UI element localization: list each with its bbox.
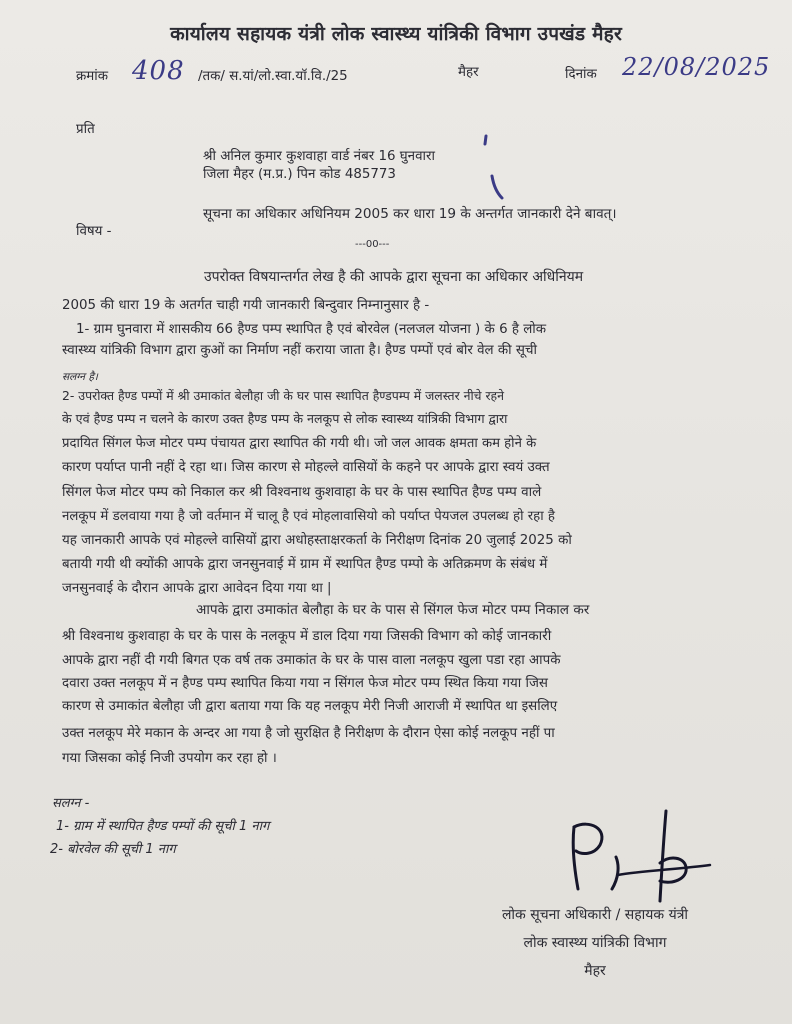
body-line: उपरोक्त विषयान्तर्गत लेख है की आपके द्वारा सूचना का अधिकार अधिनियम	[204, 269, 584, 285]
prati-label: प्रति	[76, 122, 95, 137]
enclosure-label: सलग्न -	[52, 796, 90, 811]
recipient-line-1: श्री अनिल कुमार कुशवाहा वार्ड नंबर 16 घुनवारा	[203, 149, 435, 164]
signatory-department: लोक स्वास्थ्य यांत्रिकी विभाग	[523, 935, 667, 951]
body-line: यह जानकारी आपके एवं मोहल्ले वासियों द्वारा अधोहस्ताक्षरकर्ता के निरीक्षण दिनांक 20 जुलाई 2025 को	[62, 533, 572, 548]
body-line: जनसुनवाई के दौरान आपके द्वारा आवेदन दिया गया था |	[62, 581, 332, 596]
body-line: सलग्न है।	[62, 371, 98, 383]
recipient-line-2: जिला मैहर (म.प्र.) पिन कोड 485773	[203, 167, 396, 182]
body-line: 2005 की धारा 19 के अतर्गत चाही गयी जानकारी बिन्दुवार निम्नानुसार है -	[62, 298, 430, 313]
body-line: बतायी गयी थी क्योंकी आपके द्वारा जनसुनवाई में ग्राम में स्थापित हैण्ड पम्पो के अतिक्रमण के संबंध में	[62, 557, 548, 572]
body-line: नलकूप में डलवाया गया है जो वर्तमान में चालू है एवं मोहलावासियो को पर्याप्त पेयजल उपलब्ध हो रहा है	[62, 509, 555, 524]
subject-separator: ---00---	[355, 239, 390, 250]
body-line: स्वास्थ्य यांत्रिकी विभाग द्वारा कुओं का निर्माण नहीं कराया जाता है। हैण्ड पम्पों एवं बोर वेल की सूची	[62, 343, 537, 358]
body-line: सिंगल फेज मोटर पम्प को निकाल कर श्री विश्वनाथ कुशवाहा के घर के पास स्थापित हैण्ड पम्प वाले	[62, 484, 542, 500]
signatory-title: लोक सूचना अधिकारी / सहायक यंत्री	[501, 907, 689, 923]
ref-suffix: /तक/ स.यां/लो.स्वा.यॉ.वि./25	[198, 69, 348, 84]
signature	[560, 805, 720, 905]
body-line: कारण से उमाकांत बेलौहा जी द्वारा बताया गया कि यह नलकूप मेरी निजी आराजी में स्थापित था इसलिए	[62, 699, 558, 714]
body-line: 1- ग्राम घुनवारा में शासकीय 66 हैण्ड पम्प स्थापित है एवं बोरवेल (नलजल योजना ) के 6 है लोक	[76, 322, 547, 337]
date-value: 22/08/2025	[622, 53, 771, 81]
body-line: कारण पर्याप्त पानी नहीं दे रहा था। जिस कारण से मोहल्ले वासियों के कहने पर आपके द्वारा स्वयं उक्त	[62, 460, 550, 475]
body-line: श्री विश्वनाथ कुशवाहा के घर के पास के नलकूप में डाल दिया गया जिसकी विभाग को कोई जानकारी	[62, 628, 552, 644]
date-label: दिनांक	[565, 67, 597, 82]
body-line: उक्त नलकूप मेरे मकान के अन्दर आ गया है जो सुरक्षित है निरीक्षण के दौरान ऐसा कोई नलकूप नहीं पा	[62, 726, 555, 741]
office-header: कार्यालय सहायक यंत्री लोक स्वास्थ्य यांत्रिकी विभाग उपखंड मैहर	[170, 23, 622, 45]
body-line: आपके द्वारा उमाकांत बेलौहा के घर के पास से सिंगल फेज मोटर पम्प निकाल कर	[196, 602, 590, 618]
enclosure-item-1: 1- ग्राम में स्थापित हैण्ड पम्पों की सूची 1 नाग	[56, 819, 270, 834]
body-line: के एवं हैण्ड पम्प न चलने के कारण उक्त हैण्ड पम्प के नलकूप से लोक स्वास्थ्य यांत्रिकी विभाग द्वारा	[62, 411, 508, 426]
body-line: प्रदायित सिंगल फेज मोटर पम्प पंचायत द्वारा स्थापित की गयी थी। जो जल आवक क्षमता कम होने के	[62, 436, 537, 451]
body-line: गया जिसका कोई निजी उपयोग कर रहा हो ।	[62, 751, 277, 766]
enclosure-item-2: 2- बोरवेल की सूची 1 नाग	[50, 842, 176, 857]
body-line: दवारा उक्त नलकूप में न हैण्ड पम्प स्थापित किया गया न सिंगल फेज मोटर पम्प स्थित किया गया जिस	[62, 676, 548, 691]
ref-label: क्रमांक	[76, 69, 109, 84]
ref-number: 408	[132, 56, 185, 86]
ink-mark	[478, 132, 518, 212]
body-line: 2- उपरोक्त हैण्ड पम्पों में श्री उमाकांत बेलौहा जी के घर पास स्थापित हैण्डपम्प में जलस्तर नीचे रहने	[62, 388, 505, 403]
subject-text: सूचना का अधिकार अधिनियम 2005 कर धारा 19 के अन्तर्गत जानकारी देने बावत्।	[203, 206, 617, 222]
subject-label: विषय -	[76, 224, 112, 239]
signatory-place: मैहर	[584, 963, 606, 979]
body-line: आपके द्वारा नहीं दी गयी बिगत एक वर्ष तक उमाकांत के घर के पास वाला नलकूप खुला पडा रहा आपके	[62, 653, 561, 668]
ref-place: मैहर	[458, 65, 479, 80]
